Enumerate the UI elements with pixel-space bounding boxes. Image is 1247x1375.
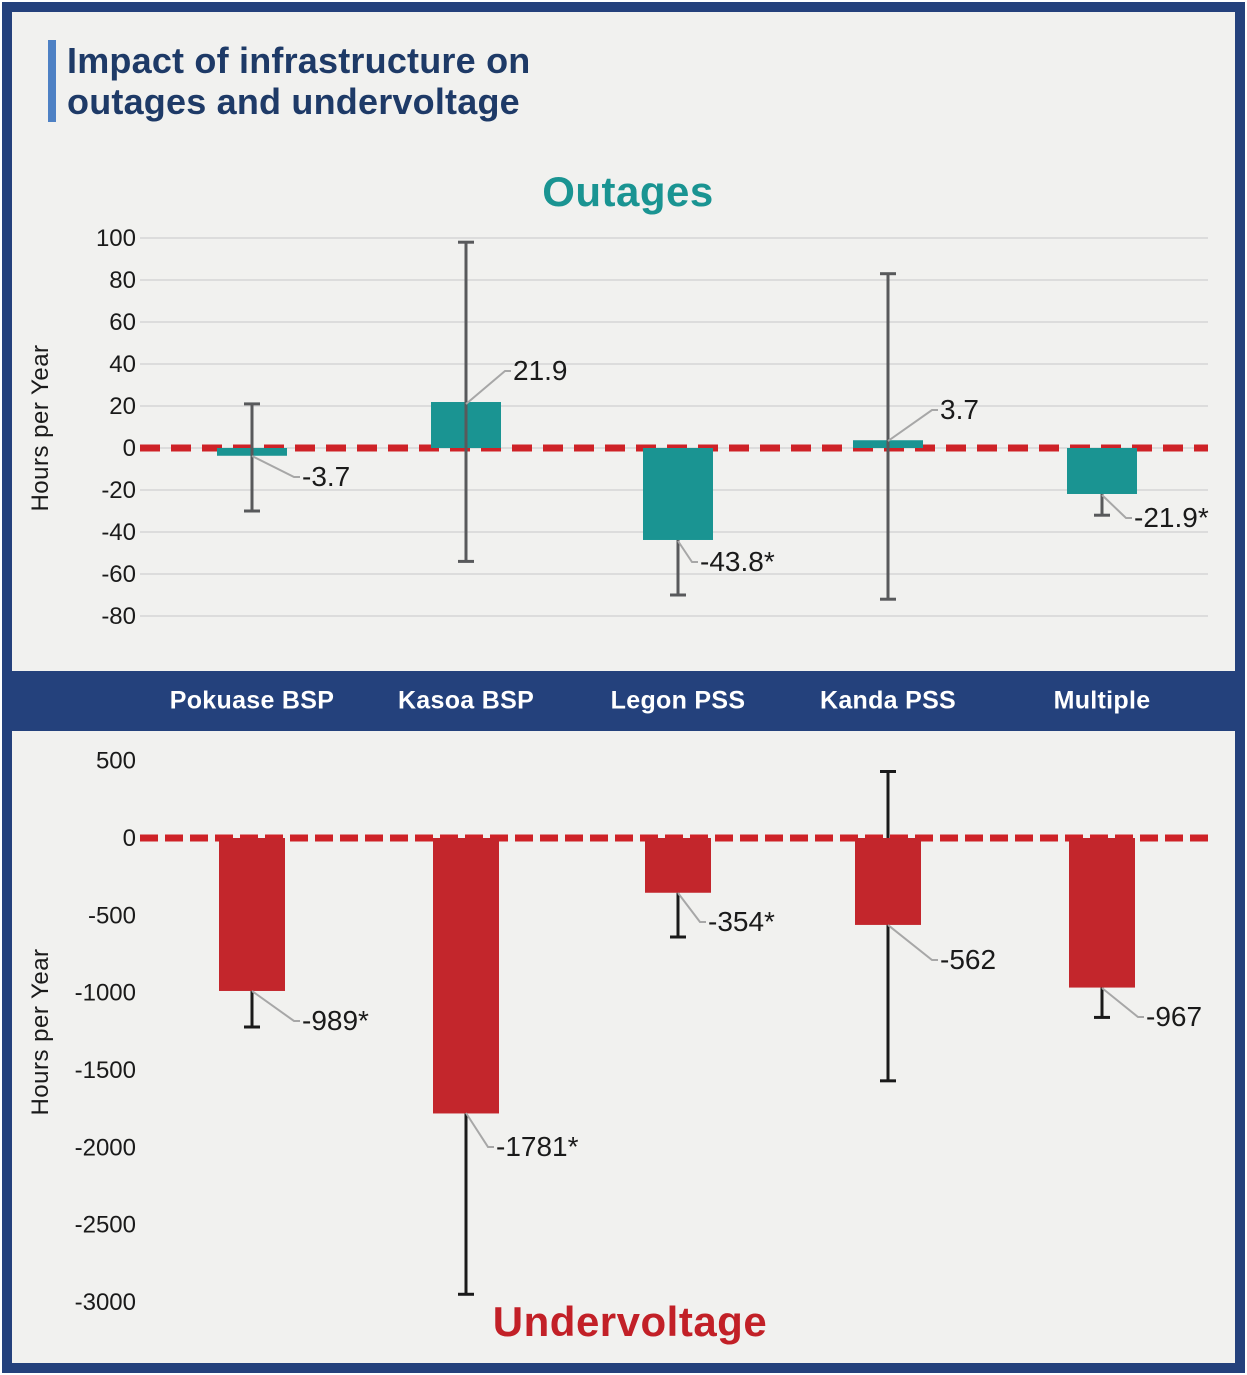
bar-kasoa-bsp (433, 838, 499, 1113)
outages-y-tick-label: 60 (109, 309, 136, 336)
title-accent-bar (48, 40, 56, 122)
undervoltage-data-label: -989* (302, 1005, 369, 1036)
outages-chart-title: Outages (542, 168, 714, 215)
header (48, 40, 647, 122)
undervoltage-y-tick-label: -1000 (74, 979, 136, 1007)
undervoltage-label-leader (1102, 988, 1144, 1017)
undervoltage-y-tick-label: -1500 (74, 1057, 136, 1085)
outages-y-tick-label: -40 (101, 519, 136, 546)
undervoltage-y-tick-label: -3000 (74, 1289, 136, 1317)
page-title: Impact of infrastructure on outages and undervoltage (67, 40, 531, 123)
undervoltage-y-tick-label: 0 (122, 825, 136, 852)
outages-label-leader (252, 456, 300, 477)
outages-y-tick-label: 0 (122, 435, 136, 462)
outages-data-label: -43.8* (700, 546, 775, 577)
category-label-kasoa-bsp: Kasoa BSP (397, 686, 535, 715)
outages-y-tick-label: 100 (95, 225, 136, 252)
category-label-legon-pss: Legon PSS (610, 686, 746, 715)
category-band (2, 671, 1245, 731)
bar-multiple (1069, 838, 1135, 988)
undervoltage-y-tick-label: -2500 (74, 1211, 136, 1239)
outages-y-axis-label: Hours per Year (27, 344, 54, 512)
outages-y-tick-label: -20 (101, 477, 136, 504)
outages-y-tick-label: -60 (101, 561, 136, 588)
bar-kanda-pss (855, 838, 921, 925)
undervoltage-label-leader (888, 925, 938, 960)
outages-label-leader (678, 541, 698, 562)
bar-pokuase-bsp (219, 838, 285, 991)
undervoltage-y-axis-label: Hours per Year (27, 948, 54, 1116)
outages-label-leader (888, 410, 938, 441)
outages-data-label: 21.9 (513, 355, 568, 386)
undervoltage-y-tick-label: -500 (87, 902, 136, 930)
bar-legon-pss (643, 448, 713, 540)
outages-data-label: -3.7 (302, 461, 351, 492)
undervoltage-data-label: -354* (708, 906, 775, 937)
outages-label-leader (466, 371, 511, 404)
undervoltage-chart-title: Undervoltage (492, 1298, 768, 1345)
undervoltage-data-label: -967 (1146, 1001, 1203, 1032)
undervoltage-data-label: -1781* (496, 1131, 579, 1162)
bar-legon-pss (645, 838, 711, 893)
undervoltage-y-tick-label: 500 (95, 747, 136, 775)
bar-multiple (1067, 448, 1137, 494)
undervoltage-label-leader (466, 1113, 494, 1147)
outages-y-tick-label: 40 (109, 351, 136, 378)
undervoltage-y-tick-label: -2000 (74, 1134, 136, 1162)
undervoltage-data-label: -562 (940, 944, 997, 975)
outages-data-label: 3.7 (940, 394, 979, 425)
category-label-kanda-pss: Kanda PSS (819, 686, 957, 715)
category-label-pokuase-bsp: Pokuase BSP (169, 686, 335, 715)
category-label-multiple: Multiple (1053, 686, 1151, 715)
undervoltage-label-leader (678, 893, 706, 922)
outages-y-tick-label: 20 (109, 393, 136, 420)
outages-y-tick-label: 80 (109, 267, 136, 294)
undervoltage-label-leader (252, 991, 300, 1021)
outages-y-tick-label: -80 (101, 603, 136, 630)
outages-data-label: -21.9* (1134, 502, 1209, 533)
